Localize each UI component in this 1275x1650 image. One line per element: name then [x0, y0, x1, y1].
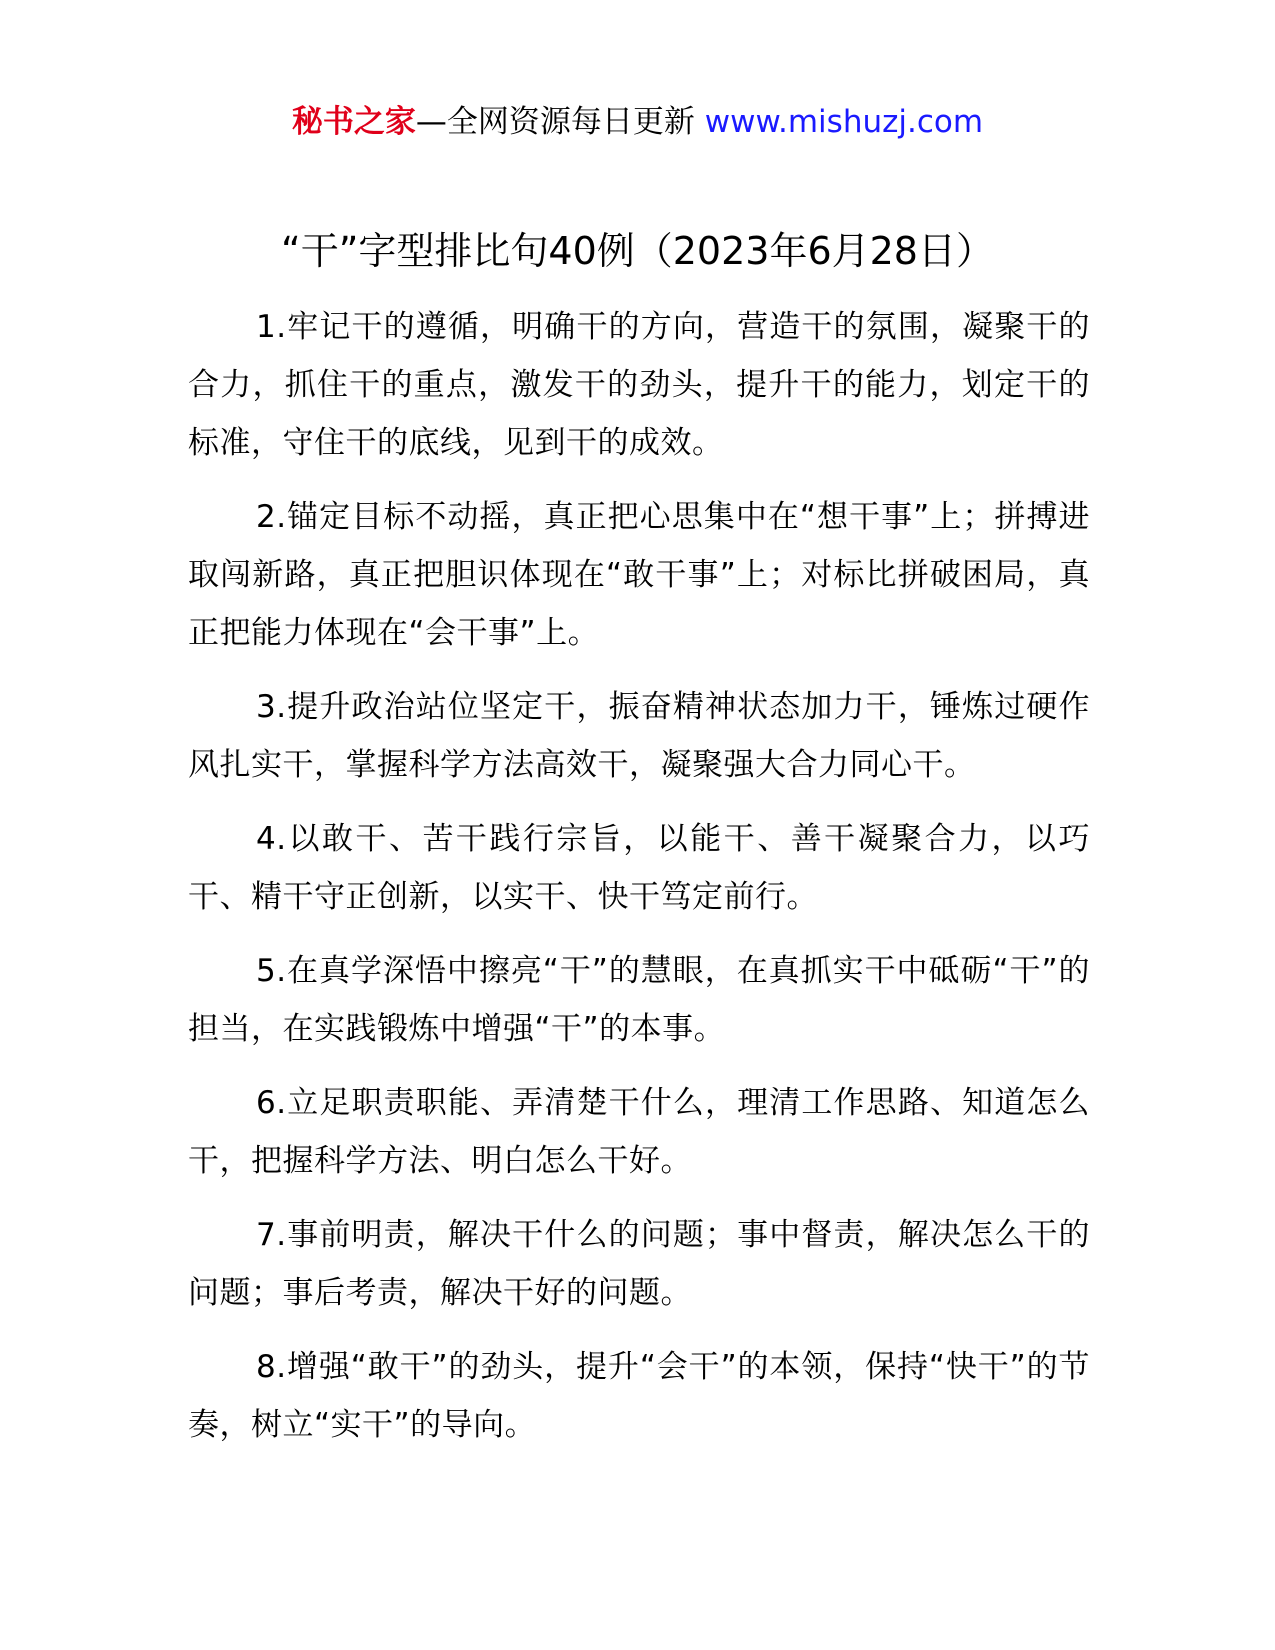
- paragraph-6: 6.立足职责职能、弄清楚干什么，理清工作思路、知道怎么干，把握科学方法、明白怎么干好。: [188, 1085, 1090, 1179]
- paragraph-4: 4.以敢干、苦干践行宗旨，以能干、善干凝聚合力，以巧干、精干守正创新，以实干、快干笃定前行。: [188, 821, 1090, 915]
- site-header: [0, 100, 1275, 144]
- paragraph-1: 1.牢记干的遵循，明确干的方向，营造干的氛围，凝聚干的合力，抓住干的重点，激发干的劲头，提升干的能力，划定干的标准，守住干的底线，见到干的成效。: [188, 309, 1090, 461]
- paragraph-5: 5.在真学深悟中擦亮“干”的慧眼，在真抓实干中砥砺“干”的担当，在实践锻炼中增强“干”的本事。: [188, 953, 1090, 1047]
- site-brand: 秘书之家: [291, 104, 416, 140]
- document-body: [188, 298, 1090, 1470]
- site-url-link[interactable]: www.mishuzj.com: [704, 104, 984, 140]
- document-title: “干”字型排比句40例（2023年6月28日）: [281, 229, 994, 273]
- paragraph-7: 7.事前明责，解决干什么的问题；事中督责，解决怎么干的问题；事后考责，解决干好的问题。: [188, 1217, 1090, 1311]
- paragraph-2: 2.锚定目标不动摇，真正把心思集中在“想干事”上；拼搏进取闯新路，真正把胆识体现在“敢干事”上；对标比拼破困局，真正把能力体现在“会干事”上。: [188, 499, 1090, 651]
- paragraph-3: 3.提升政治站位坚定干，振奋精神状态加力干，锤炼过硬作风扎实干，掌握科学方法高效干，凝聚强大合力同心干。: [188, 689, 1090, 783]
- paragraph-8: 8.增强“敢干”的劲头，提升“会干”的本领，保持“快干”的节奏，树立“实干”的导向。: [188, 1349, 1090, 1443]
- site-tagline: —全网资源每日更新: [415, 104, 705, 140]
